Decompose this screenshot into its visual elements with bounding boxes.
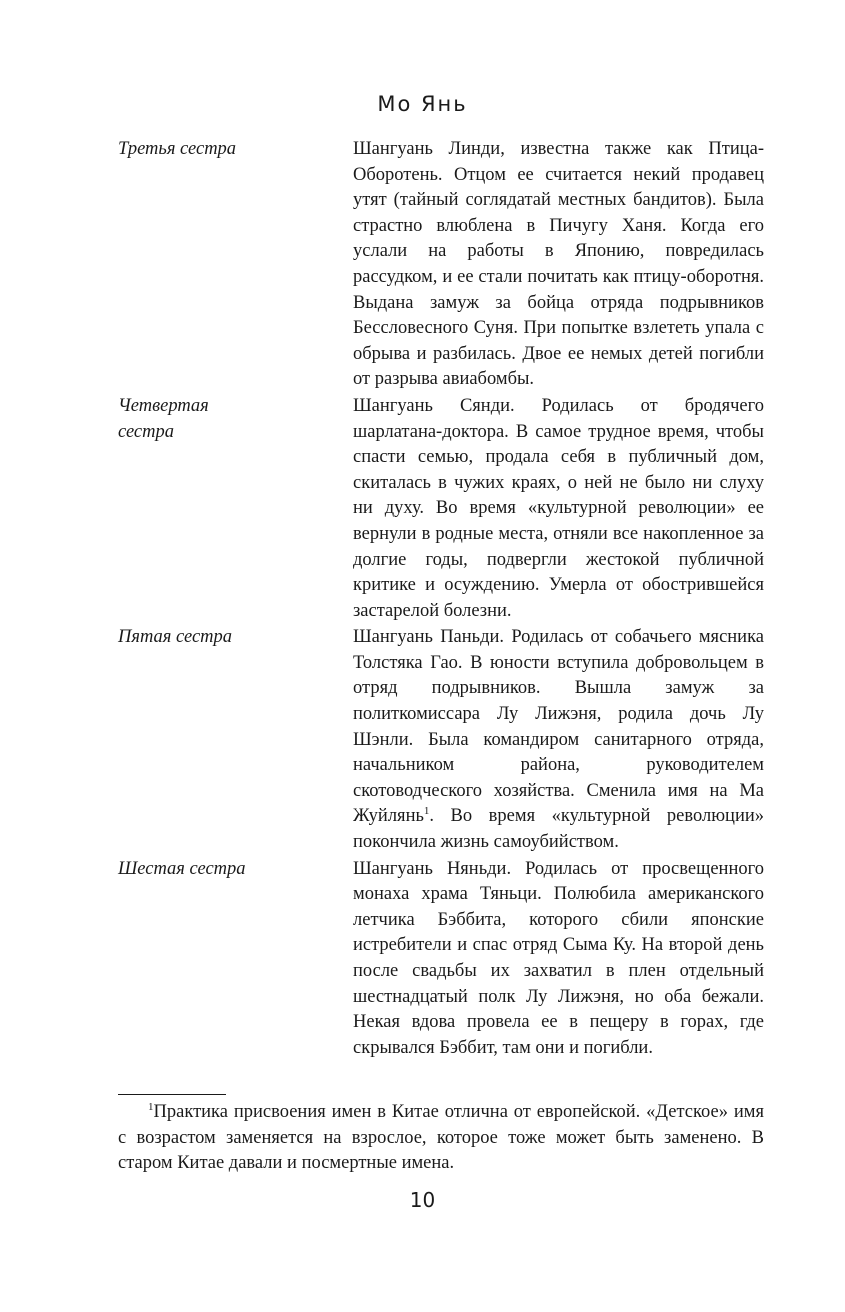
footnote-text: Практика присвоения имен в Китае отлична от европейской. «Детское» имя с возрастом заменяется на взрослое, которое тоже может быть заменено. В старом Китае давали и посмертные имена. — [118, 1102, 764, 1174]
character-name: Четвертая сестра — [118, 395, 209, 442]
character-name: Третья сестра — [118, 139, 237, 159]
character-entry — [118, 137, 764, 393]
running-head: Мо Янь — [377, 92, 468, 116]
description-text: . Во время «культурной революции» покончила жизнь самоубийством. — [353, 806, 764, 853]
character-entry — [118, 857, 764, 1062]
character-name: Шестая сестра — [118, 858, 246, 879]
footnote-divider — [118, 1094, 226, 1095]
character-list — [118, 137, 764, 1062]
character-description: Шангуань Няньди. Родилась от просвещенного монаха храма Тяньци. Полюбила американского летчика Бэббита, которого сбили японские истребители и спас отряд Сыма Ку. На второй день после свадьбы их захватил в плен отдельный шестнадцатый полк Лу Лижэня, но оба бежали. Некая вдова провела ее в пещеру в горах, где скрывался Бэббит, там они и погибли. — [353, 858, 764, 1058]
character-entry — [118, 625, 764, 855]
character-description: Шангуань Линди, известна также как Птица-Оборотень. Отцом ее считается некий продавец утят (тайный соглядатай местных бандитов). Была страстно влюблена в Пичугу Ханя. Когда его услали на работы в Японию, повредилась рассудком, и ее стали почитать как птицу-оборотня. Выдана замуж за бойца отряда подрывников Бессловесного Суня. При попытке взлететь упала с обрыва и разбилась. Двое ее немых детей погибли от разрыва авиабомбы. — [353, 139, 764, 390]
footnote-mark: 1 — [148, 1100, 154, 1113]
character-name: Пятая сестра — [118, 627, 233, 648]
page-number: 10 — [409, 1188, 436, 1212]
footnote — [118, 1100, 764, 1177]
character-entry — [118, 394, 764, 624]
character-description — [353, 625, 764, 855]
description-text: Шангуань Паньди. Родилась от собачьего мясника Толстяка Гао. В юности вступила добровольцем в отряд подрывников. Вышла замуж за политкомиссара Лу Лижэня, родила дочь Лу Шэнли. Была командиром санитарного отряда, начальником района, руководителем скотоводческого хозяйства. Сменила имя на Ма Жуйлянь — [353, 627, 764, 827]
character-description: Шангуань Сянди. Родилась от бродячего шарлатана-доктора. В самое трудное время, чтобы спасти семью, продала себя в публичный дом, скиталась в чужих краях, о ней не было ни слуху ни духу. Во время «культурной революции» ее вернули в родные места, отняли все накопленное за долгие годы, подвергли жестокой публичной критике и осуждению. Умерла от обострившейся застарелой болезни. — [353, 395, 764, 621]
footnote-reference[interactable]: 1 — [423, 805, 430, 818]
